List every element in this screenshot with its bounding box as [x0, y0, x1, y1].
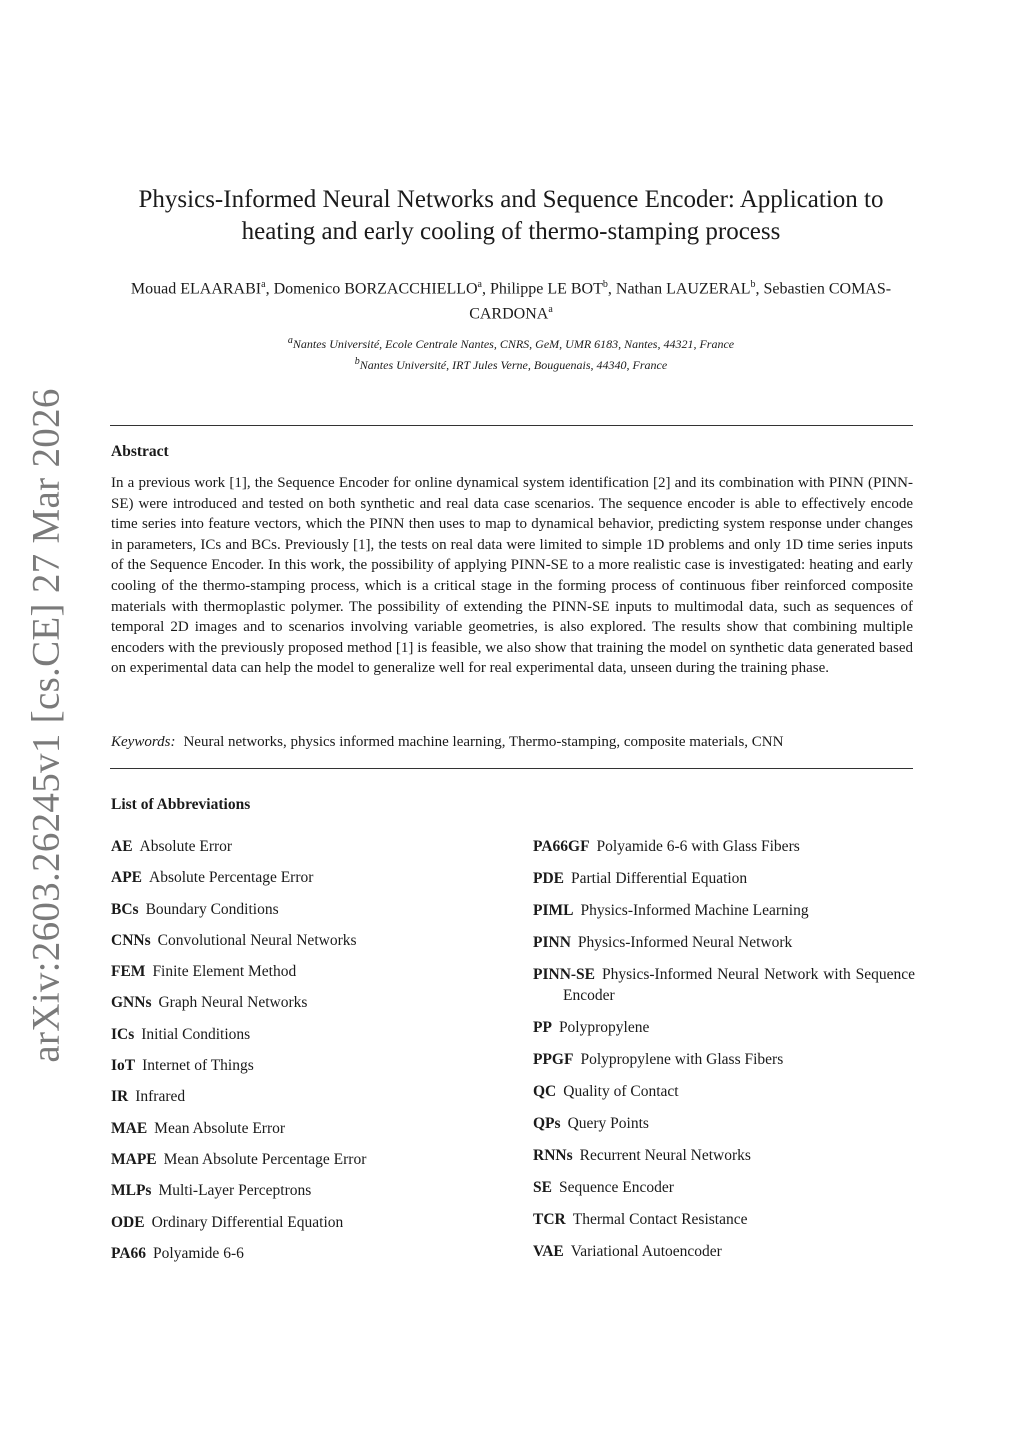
- abbreviation-definition: Variational Autoencoder: [570, 1243, 722, 1260]
- abbreviation-definition: Boundary Conditions: [145, 900, 279, 918]
- author-separator: ,: [755, 280, 764, 298]
- author-name: Domenico BORZACCHIELLO: [273, 280, 478, 298]
- abbreviation-definition: Polypropylene: [558, 1019, 650, 1036]
- author-affiliation-mark: a: [548, 304, 553, 316]
- abbreviation-definition: Graph Neural Networks: [158, 994, 308, 1012]
- abbreviation-definition: Polyamide 6-6 with Glass Fibers: [596, 838, 800, 855]
- abbreviation-definition: Physics-Informed Neural Network: [577, 934, 793, 951]
- author-name: Sebastien COMAS-CARDONA: [469, 280, 892, 323]
- abbreviation-entry: [533, 1081, 915, 1102]
- abbreviation-definition: Query Points: [567, 1115, 649, 1132]
- abbreviation-term: ICs: [111, 1025, 135, 1043]
- arxiv-sidebar-stamp: [20, 387, 72, 1063]
- abbreviation-entry: [111, 1118, 493, 1139]
- abbreviation-entry: [111, 930, 493, 951]
- abbreviation-term: MLPs: [111, 1182, 152, 1200]
- abbreviation-term: TCR: [533, 1211, 566, 1228]
- affiliation-text: Nantes Université, IRT Jules Verne, Bouguenais, 44340, France: [359, 358, 668, 372]
- author-list: [110, 274, 912, 325]
- abbreviation-entry: [111, 899, 493, 920]
- abbreviation-entry: [111, 867, 493, 888]
- abbreviation-entry: [111, 961, 493, 982]
- paper-title: Physics-Informed Neural Networks and Sequence Encoder: Application to heating and early cooling of thermo-stamping process: [138, 186, 884, 245]
- abbreviation-term: PDE: [533, 870, 564, 887]
- abbreviation-definition: Convolutional Neural Networks: [157, 931, 357, 949]
- affiliation: [110, 353, 912, 374]
- author-name: Nathan LAUZERAL: [615, 280, 751, 298]
- author-affiliation-mark: b: [602, 279, 608, 290]
- abbreviation-entry: [533, 1177, 915, 1198]
- author-affiliation-mark: a: [261, 279, 266, 290]
- abbreviation-entry: [111, 1024, 493, 1045]
- author-separator: ,: [265, 280, 274, 298]
- abbreviation-term: FEM: [111, 963, 146, 981]
- abbreviation-definition: Mean Absolute Percentage Error: [163, 1150, 367, 1168]
- abbreviation-entry: [533, 1241, 915, 1262]
- keywords-label: Keywords:: [111, 734, 176, 750]
- abbreviation-definition: Quality of Contact: [563, 1083, 679, 1100]
- author-affiliation-mark: b: [750, 279, 756, 290]
- keywords: [111, 732, 913, 752]
- abbreviation-definition: Absolute Error: [139, 838, 233, 855]
- abbreviation-term: PA66: [111, 1244, 147, 1262]
- abbreviation-term: SE: [533, 1179, 552, 1196]
- abbreviation-entry: [533, 932, 915, 953]
- abbreviation-term: PINN: [533, 934, 571, 951]
- abbreviation-term: QPs: [533, 1115, 561, 1132]
- author-affiliation-mark: a: [477, 279, 482, 290]
- abbreviation-term: PP: [533, 1019, 552, 1036]
- abbreviation-definition: Polyamide 6-6: [153, 1244, 244, 1262]
- affiliation-mark: b: [354, 356, 360, 367]
- abbreviations-heading: List of Abbreviations: [111, 796, 251, 813]
- abbreviation-entry: [533, 868, 915, 889]
- abbreviation-definition: Physics-Informed Machine Learning: [580, 902, 809, 919]
- abbreviation-term: IoT: [111, 1057, 136, 1075]
- author-separator: ,: [482, 280, 490, 298]
- abbreviation-entry: [111, 1055, 493, 1076]
- abbreviation-term: PINN-SE: [533, 966, 596, 983]
- abbreviation-entry: [111, 836, 493, 857]
- author-name: Philippe LE BOT: [490, 280, 603, 298]
- abbreviation-definition: Mean Absolute Error: [154, 1119, 286, 1137]
- abbreviation-term: PA66GF: [533, 838, 590, 855]
- abbreviation-term: QC: [533, 1083, 557, 1100]
- abbreviation-entry: [533, 1209, 915, 1230]
- abbreviation-definition: Internet of Things: [142, 1057, 254, 1075]
- author-name: Mouad ELAARABI: [130, 280, 262, 298]
- abbreviation-entry: [533, 900, 915, 921]
- abbreviation-term: RNNs: [533, 1147, 573, 1164]
- abbreviation-definition: Ordinary Differential Equation: [151, 1213, 344, 1231]
- abbreviation-entry: [533, 1049, 915, 1070]
- abbreviation-entry: [111, 1180, 493, 1201]
- abbreviation-definition: Thermal Contact Resistance: [572, 1211, 748, 1228]
- abbreviation-definition: Partial Differential Equation: [571, 870, 748, 887]
- abbreviation-definition: Physics-Informed Neural Network with Sequence Encoder: [563, 966, 915, 1004]
- abbreviation-term: MAE: [111, 1119, 148, 1137]
- affiliation-mark: a: [287, 335, 293, 346]
- abbreviation-entry: [111, 1149, 493, 1170]
- abbreviation-term: APE: [111, 869, 142, 887]
- affiliation-text: Nantes Université, Ecole Centrale Nantes, CNRS, GeM, UMR 6183, Nantes, 44321, France: [292, 337, 735, 351]
- abbreviations-column-right: [533, 836, 915, 1273]
- abbreviation-entry: [533, 964, 915, 1006]
- abbreviation-definition: Initial Conditions: [141, 1025, 251, 1043]
- abbreviation-entry: [111, 1086, 493, 1107]
- abbreviation-term: GNNs: [111, 994, 152, 1012]
- keywords-text: Neural networks, physics informed machine learning, Thermo-stamping, composite materials, CNN: [183, 734, 784, 750]
- abbreviation-definition: Infrared: [135, 1088, 186, 1106]
- abbreviation-entry: [533, 836, 915, 857]
- abbreviation-term: BCs: [111, 900, 139, 918]
- abbreviation-term: IR: [111, 1088, 129, 1106]
- bottom-divider: [110, 768, 913, 769]
- top-divider: [110, 425, 913, 426]
- abbreviations-column-left: [111, 836, 493, 1274]
- abbreviation-definition: Absolute Percentage Error: [149, 869, 314, 887]
- abbreviation-definition: Sequence Encoder: [558, 1179, 674, 1196]
- arxiv-identifier: arXiv:2603.26245v1 [cs.CE] 27 Mar 2026: [24, 387, 68, 1063]
- abbreviation-definition: Polypropylene with Glass Fibers: [580, 1051, 784, 1068]
- abstract-body: In a previous work [1], the Sequence Encoder for online dynamical system identification [2] and its combination with PINN (PINN-SE) were introduced and tested on both synthetic and real data case scenarios. The sequence encoder is able to effectively encode time series into feature vectors, which the PINN then uses to map to dynamical behavior, predicting system response under changes in parameters, ICs and BCs. Previously [1], the tests on real data were limited to simple 1D problems and only 1D time series inputs of the Sequence Encoder. In this work, the possibility of applying PINN-SE to a more realistic case is investigated: heating and early cooling of the thermo-stamping process, which is a critical stage in the forming process of continuous fiber reinforced composite materials with thermoplastic polymer. The possibility of extending the PINN-SE inputs to multimodal data, such as sequences of temporal 2D images and to scenarios involving variable geometries, is also explored. The results show that combining multiple encoders with the previously proposed method [1] is feasible, we also show that training the model on synthetic data generated based on experimental data can help the model to generalize well for real experimental data, unseen during the training phase.: [111, 475, 913, 677]
- abbreviation-definition: Recurrent Neural Networks: [579, 1147, 751, 1164]
- abbreviation-term: CNNs: [111, 931, 151, 949]
- affiliation-list: [110, 332, 912, 374]
- abbreviation-term: PIML: [533, 902, 574, 919]
- abbreviation-definition: Multi-Layer Perceptrons: [158, 1182, 312, 1200]
- abbreviation-entry: [111, 1243, 493, 1264]
- abbreviation-entry: [533, 1017, 915, 1038]
- abbreviation-definition: Finite Element Method: [152, 963, 297, 981]
- abbreviation-term: ODE: [111, 1213, 145, 1231]
- affiliation: [110, 332, 912, 353]
- abbreviation-term: MAPE: [111, 1150, 157, 1168]
- abbreviation-entry: [111, 992, 493, 1013]
- abbreviation-term: AE: [111, 838, 133, 855]
- abstract-heading: Abstract: [111, 443, 169, 460]
- author-separator: ,: [607, 280, 616, 298]
- abbreviation-entry: [533, 1113, 915, 1134]
- abbreviation-entry: [111, 1212, 493, 1233]
- abbreviation-term: PPGF: [533, 1051, 574, 1068]
- abbreviation-term: VAE: [533, 1243, 564, 1260]
- abbreviation-entry: [533, 1145, 915, 1166]
